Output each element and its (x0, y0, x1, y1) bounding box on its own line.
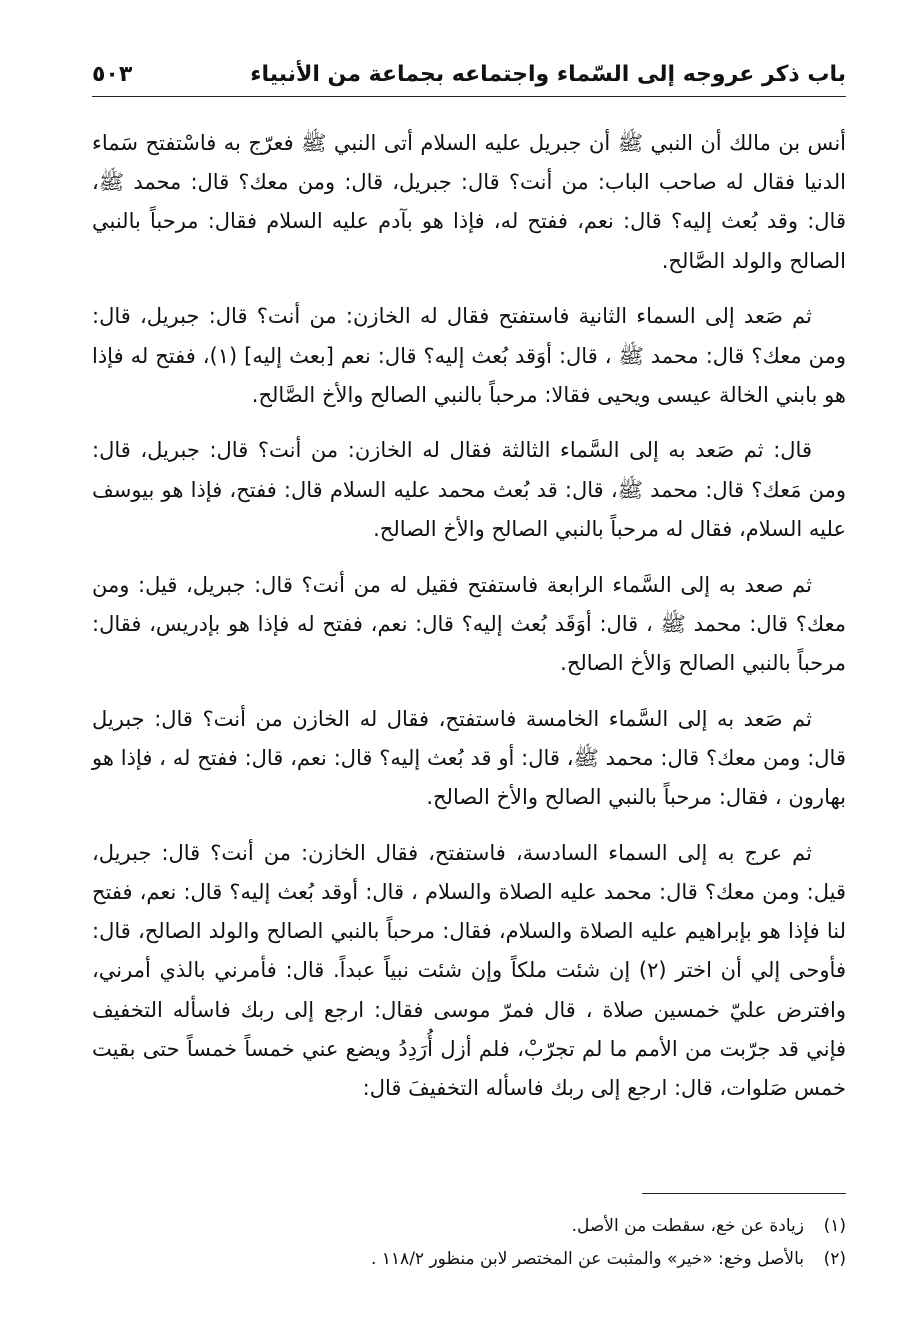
header-rule (92, 96, 846, 97)
running-header (92, 58, 846, 94)
footnote-rule (642, 1193, 846, 1194)
paragraph-sixth-heaven: ثم عرج به إلى السماء السادسة، فاستفتح، فقال الخازن: من أنت؟ قال: جبريل، قيل: ومن معك؟ قال: محمد عليه الصلاة والسلام ، قال: أوقد بُعث إليه؟ قال: نعم، ففتح لنا فإذا هو بإبراهيم عليه الصلاة والسلام، فقال: مرحباً بالنبي الصالح والولد الصالح، قال: فأوحى إلي أن اختر (٢) إن شئت ملكاً وإن شئت نبياً عبداً. قال: فأمرني بالذي أمرني، وافترض عليّ خمسين صلاة ، قال فمرّ موسى فقال: ارجع إلى ربك فاسأله التخفيف فإني قد جرّبت من الأمم ما لم تجرّبْ، فلم أزل أُرَدِدُ ويضع عني خمساً خمساً حتى بقيت خمس صَلوات، قال: ارجع إلى ربك فاسأله التخفيفَ قال: (92, 840, 846, 1100)
page-number: ٥٠٣ (92, 62, 133, 87)
main-text (92, 124, 846, 1125)
chapter-title: باب ذكر عروجه إلى السّماء واجتماعه بجماعة من الأنبياء (250, 62, 846, 87)
footnote-number: (١) (823, 1216, 846, 1236)
paragraph-fourth-heaven: ثم صعد به إلى السَّماء الرابعة فاستفتح فقيل له من أنت؟ قال: جبريل، قيل: ومن معك؟ قال: محمد ﷺ ، قال: أوَقَد بُعث إليه؟ قال: نعم، ففتح له فإذا هو بإدريس، فقال: مرحباً بالنبي الصالح وَالأخ الصالح. (92, 572, 846, 675)
paragraph-fifth-heaven: ثم صَعد به إلى السَّماء الخامسة فاستفتح، فقال له الخازن من أنت؟ قال: جبريل قال: ومن معك؟ قال: محمد ﷺ، قال: أو قد بُعث إليه؟ قال: نعم، قال: ففتح له ، فإذا هو بهارون ، فقال: مرحباً بالنبي الصالح والأخ الصالح. (92, 706, 846, 810)
footnotes (92, 1210, 846, 1276)
paragraph-first-heaven: أنس بن مالك أن النبي ﷺ أن جبريل عليه السلام أتى النبي ﷺ فعرّج به فاسْتفتح سَماء الدنيا فقال له صاحب الباب: من أنت؟ قال: جبريل، قال: ومن معك؟ قال: محمد ﷺ، قال: وقد بُعث إليه؟ قال: نعم، ففتح له، فإذا هو بآدم عليه السلام فقال: مرحباً بالنبي الصالح والولد الصَّالح. (92, 131, 846, 273)
footnote-item (92, 1210, 846, 1243)
footnote-text: بالأصل وخع: «خير» والمثبت عن المختصر لابن منظور ١١٨/٢ . (370, 1249, 804, 1269)
footnote-item (92, 1243, 846, 1276)
footnote-number: (٢) (823, 1249, 846, 1269)
footnote-text: زيادة عن خع، سقطت من الأصل. (571, 1216, 804, 1236)
paragraph-second-heaven: ثم صَعد إلى السماء الثانية فاستفتح فقال له الخازن: من أنت؟ قال: جبريل، قال: ومن معك؟ قال: محمد ﷺ ، قال: أوَقد بُعث إليه؟ قال: نعم [بعث إليه] (١)، ففتح له فإذا هو بابني الخالة عيسى ويحيى فقالا: مرحباً بالنبي الصالح والأخ الصَّالح. (92, 304, 846, 407)
paragraph-third-heaven: قال: ثم صَعد به إلى السَّماء الثالثة فقال له الخازن: من أنت؟ قال: جبريل، قال: ومن مَعك؟ قال: محمد ﷺ، قال: قد بُعث محمد عليه السلام قال: ففتح، فإذا هو بيوسف عليه السلام، فقال له مرحباً بالنبي الصالح والأخ الصالح. (92, 438, 846, 541)
